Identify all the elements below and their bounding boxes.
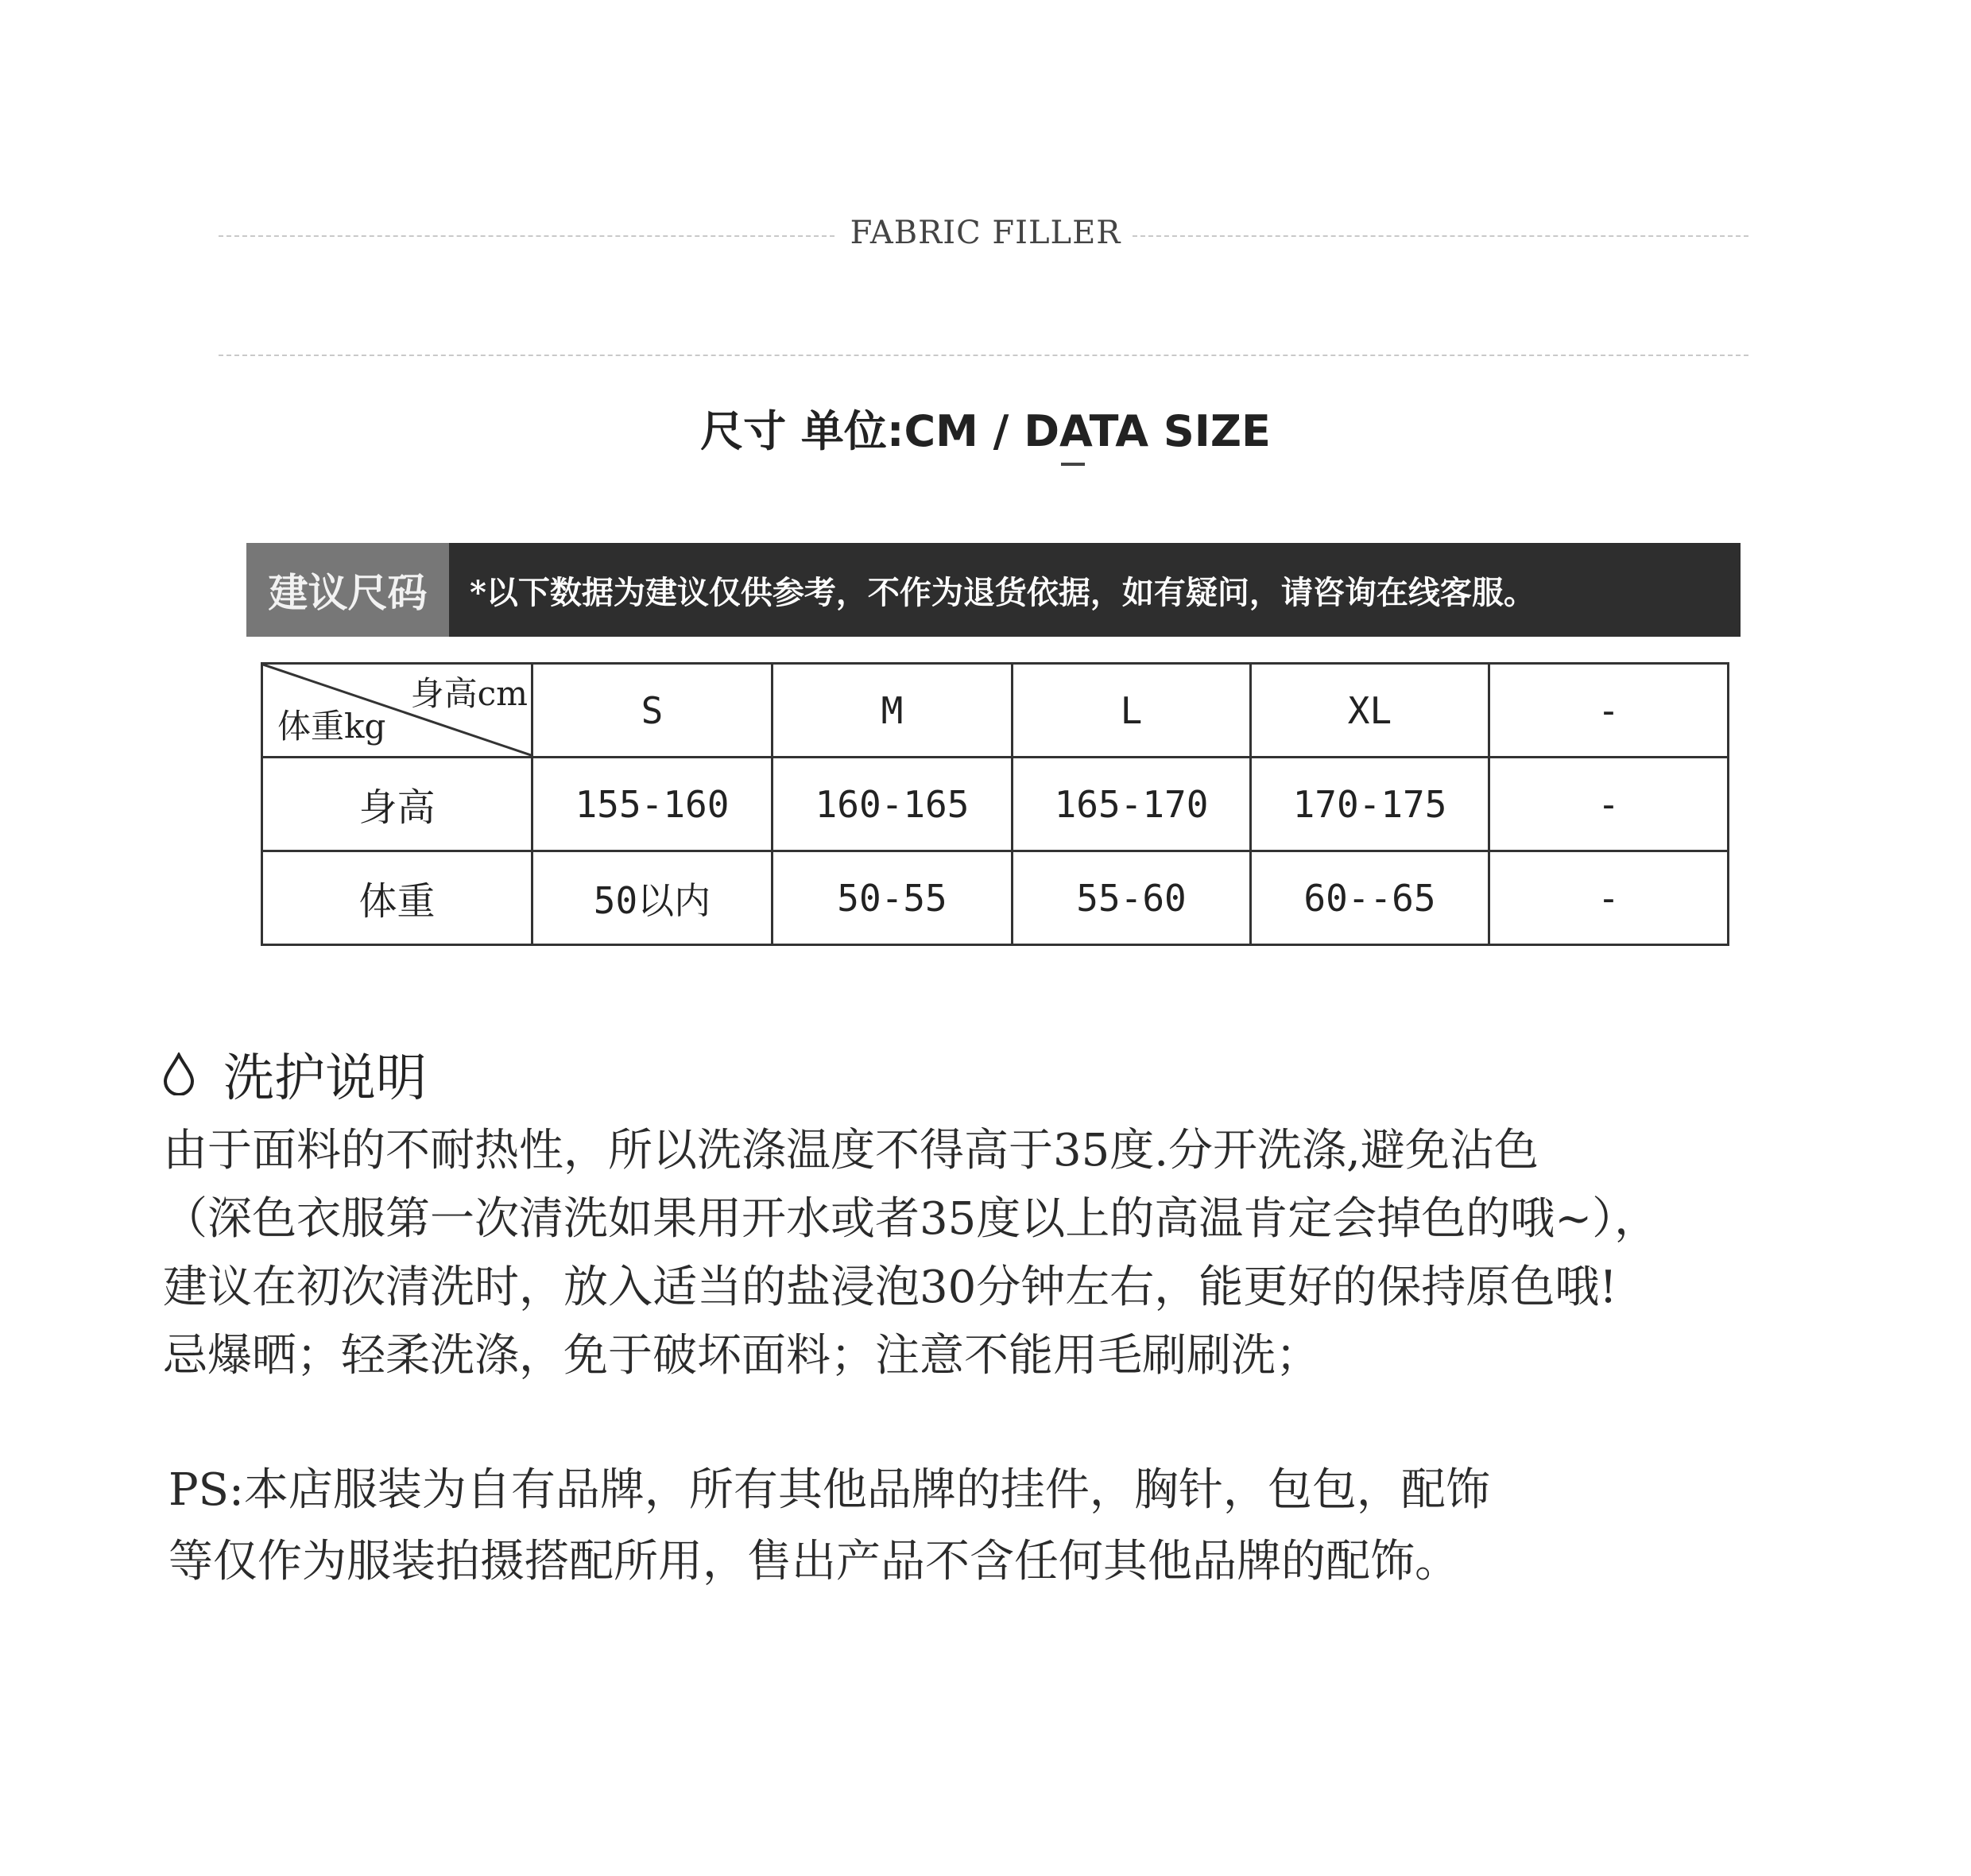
table-cell: 55-60 xyxy=(1013,851,1251,945)
table-cell: 160-165 xyxy=(773,758,1013,851)
water-drop-icon xyxy=(163,1052,195,1095)
care-line: 由于面料的不耐热性，所以洗涤温度不得高于35度.分开洗涤,避免沾色 xyxy=(163,1125,1539,1176)
corner-weight-label: 体重kg xyxy=(277,707,386,746)
table-cell: 60--65 xyxy=(1251,851,1489,945)
care-line: 建议在初次清洗时，放入适当的盐浸泡30分钟左右，能更好的保持原色哦! xyxy=(163,1262,1617,1313)
column-header: L xyxy=(1013,664,1251,758)
ps-line: PS:本店服装为自有品牌，所有其他品牌的挂件，胸针，包包，配饰 xyxy=(168,1464,1490,1516)
table-row xyxy=(262,758,1729,851)
table-row xyxy=(262,851,1729,945)
table-header-row xyxy=(262,664,1729,758)
row-label: 身高 xyxy=(262,758,532,851)
row-label: 体重 xyxy=(262,851,532,945)
table-cell: - xyxy=(1489,851,1729,945)
column-header: M xyxy=(773,664,1013,758)
care-instructions xyxy=(163,1117,1927,1390)
care-line: 忌爆晒；轻柔洗涤，免于破坏面料；注意不能用毛刷刷洗； xyxy=(163,1330,1320,1382)
ps-note xyxy=(168,1455,1917,1598)
table-cell: 50-55 xyxy=(773,851,1013,945)
fabric-filler-title: FABRIC FILLER xyxy=(850,215,1121,251)
divider-full xyxy=(219,355,1748,356)
size-table xyxy=(261,662,1729,946)
table-cell: 165-170 xyxy=(1013,758,1251,851)
table-cell: 155-160 xyxy=(532,758,773,851)
table-cell: 50以内 xyxy=(532,851,773,945)
table-cell: 170-175 xyxy=(1251,758,1489,851)
divider-right xyxy=(1133,235,1748,237)
title-underline xyxy=(1061,463,1085,466)
corner-height-label: 身高cm xyxy=(410,674,528,713)
column-header: XL xyxy=(1251,664,1489,758)
size-title: 尺寸 单位:CM / DATA SIZE xyxy=(700,406,1271,456)
suggestion-note: *以下数据为建议仅供参考，不作为退货依据，如有疑问，请咨询在线客服。 xyxy=(470,573,1535,611)
suggestion-bar xyxy=(246,543,1741,637)
table-cell: - xyxy=(1489,758,1729,851)
care-line: （深色衣服第一次清洗如果用开水或者35度以上的高温肯定会掉色的哦~）， xyxy=(163,1193,1659,1245)
suggestion-tag: 建议尺码 xyxy=(246,543,449,637)
column-header: - xyxy=(1489,664,1729,758)
care-heading-text: 洗护说明 xyxy=(223,1049,427,1108)
table-corner-cell xyxy=(262,664,532,758)
column-header: S xyxy=(532,664,773,758)
ps-line: 等仅作为服装拍摄搭配所用，售出产品不含任何其他品牌的配饰。 xyxy=(168,1536,1459,1587)
care-heading xyxy=(163,1037,427,1110)
